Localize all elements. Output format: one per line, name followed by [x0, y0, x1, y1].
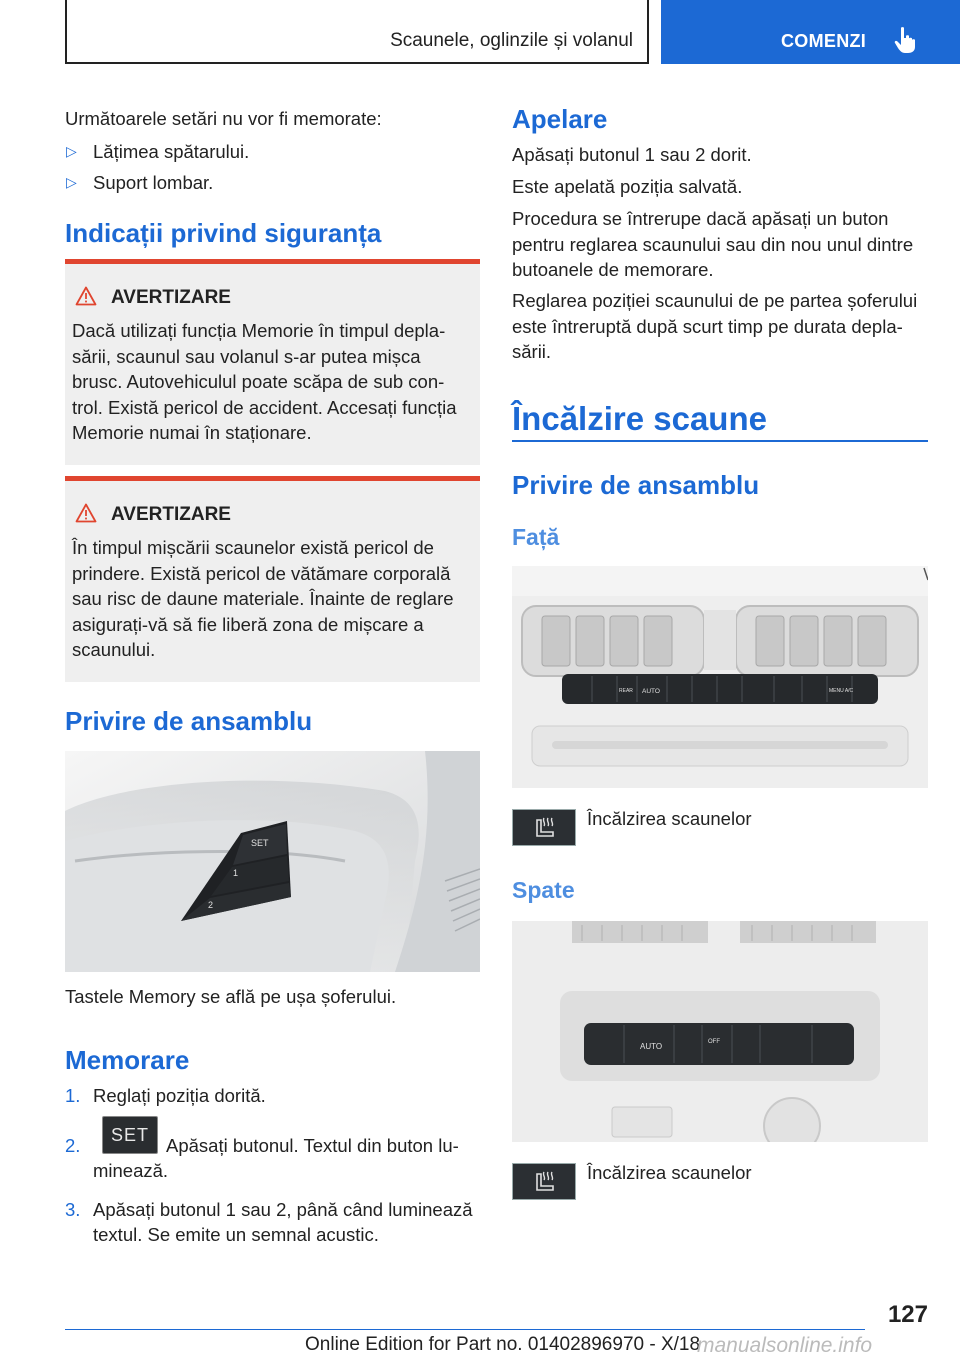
recall-text: Este apelată poziția salvată. — [512, 176, 743, 197]
seat-heating-icon — [512, 1163, 576, 1200]
watermark: manualsonline.info — [697, 1334, 873, 1357]
warning-box — [65, 259, 480, 465]
rear-caption: Încălzirea scaunelor — [587, 1162, 752, 1183]
door-button-1-label: 1 — [233, 868, 239, 878]
seat-heating-heading: Încălzire scaune — [512, 400, 767, 437]
rear-heading: Spate — [512, 877, 575, 903]
step-text-cont: minează. — [93, 1160, 169, 1181]
warning-title: AVERTIZARE — [111, 287, 231, 308]
overview-heading: Privire de ansamblu — [65, 706, 313, 736]
edition-text: Online Edition for Part no. 01402896970 - X/18 — [305, 1334, 701, 1355]
chapter-tab[interactable] — [661, 0, 960, 64]
section-title: Scaunele, oglinzile și volanul — [390, 30, 633, 51]
set-button-icon: SET — [102, 1116, 158, 1154]
recall-heading: Apelare — [512, 104, 608, 134]
page-number: 127 — [887, 1301, 928, 1328]
door-caption: Tastele Memory se află pe ușa șoferului. — [65, 986, 397, 1007]
front-console-photo — [512, 566, 928, 788]
overview-heading: Privire de ansamblu — [512, 470, 760, 500]
step-text-cont: textul. Se emite un semnal acustic. — [93, 1224, 379, 1245]
door-memory-buttons-photo — [65, 751, 480, 972]
step-text: Apăsați butonul 1 sau 2, până când luminează — [93, 1199, 473, 1220]
rear-auto-label: AUTO — [640, 1042, 663, 1051]
recall-text: Reglarea poziției scaunului de pe partea șoferului este întreruptă după scurt timp pe durata depla- sării. — [512, 290, 918, 362]
front-heading: Față — [512, 524, 560, 550]
heading-rule — [512, 440, 928, 442]
seat-heating-icon — [512, 809, 576, 846]
memorize-heading: Memorare — [65, 1045, 190, 1075]
warning-title: AVERTIZARE — [111, 504, 231, 525]
rear-off-label: OFF — [708, 1039, 720, 1045]
door-button-2-label: 2 — [208, 900, 214, 910]
intro-text: Următoarele setări nu vor fi memorate: — [65, 108, 382, 129]
bullet-marker: ▷ — [66, 174, 77, 190]
warning-triangle-icon — [75, 286, 97, 306]
front-auto-label: AUTO — [642, 688, 660, 695]
rear-console-photo — [512, 921, 928, 1142]
pointing-hand-icon — [893, 26, 919, 54]
recall-text: Apăsați butonul 1 sau 2 dorit. — [512, 144, 752, 165]
header-section-box — [65, 0, 649, 64]
chapter-label: COMENZI — [781, 31, 867, 51]
footer-rule — [65, 1329, 865, 1330]
step-number: 1. — [65, 1085, 81, 1106]
front-caption: Încălzirea scaunelor — [587, 808, 752, 829]
warning-text: Dacă utilizați funcția Memorie în timpul depla- sării, scaunul sau volanul s-ar putea mișca brusc. Autovehiculul poate scăpa de sub con- trol. Există pericol de accident. Accesați funcția Memorie numai în staționare. — [72, 320, 457, 443]
bullet-item: Suport lombar. — [93, 172, 214, 193]
warning-box — [65, 476, 480, 682]
bullet-marker: ▷ — [66, 143, 77, 159]
bullet-item: Lățimea spătarului. — [93, 141, 250, 162]
step-text: Apăsați butonul. Textul din buton lu- — [166, 1135, 459, 1156]
front-menu-label: MENU A/C — [829, 688, 854, 694]
warning-text: În timpul mișcării scaunelor există pericol de prindere. Există pericol de vătămare corporală sau risc de daune materiale. Înainte de reglare asigurați-vă să fie liberă zona de mișcare a scaunului. — [72, 537, 454, 660]
step-number: 3. — [65, 1199, 81, 1220]
step-text: Reglați poziția dorită. — [93, 1085, 266, 1106]
warning-triangle-icon — [75, 503, 97, 523]
safety-heading: Indicații privind siguranța — [65, 218, 382, 248]
front-rear-label: REAR — [619, 688, 633, 694]
step-number: 2. — [65, 1135, 81, 1156]
recall-text: Procedura se întrerupe dacă apăsați un buton pentru reglarea scaunului sau din nou unul dintre butoanele de memorare. — [512, 208, 914, 280]
door-button-set-label: SET — [251, 838, 269, 848]
